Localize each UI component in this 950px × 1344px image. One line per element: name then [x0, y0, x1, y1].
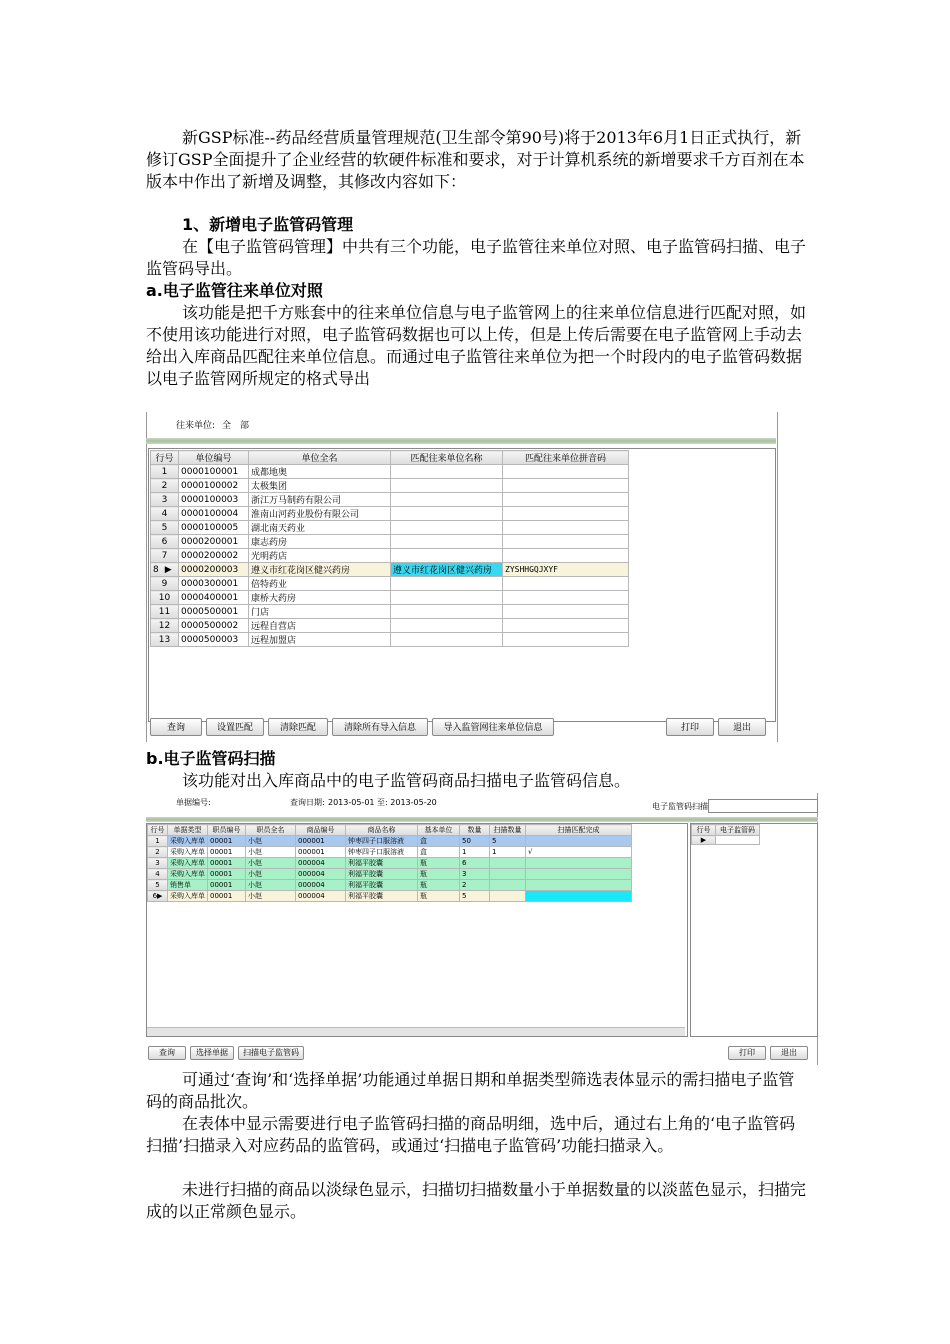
section1-body: 在【电子监管码管理】中共有三个功能，电子监管往来单位对照、电子监管码扫描、电子监管码导出。	[146, 237, 807, 278]
code-grid-header[interactable]: 电子监管码	[716, 825, 760, 836]
table-row[interactable]	[151, 591, 629, 605]
detail-qty-cell: 50	[460, 836, 490, 847]
match-pinyin-cell[interactable]	[503, 591, 629, 605]
screen2-button-2[interactable]: 扫描电子监管码	[238, 1046, 304, 1060]
match-name-cell[interactable]	[391, 493, 503, 507]
row-number-text: 5	[161, 522, 168, 533]
row-number	[148, 880, 168, 891]
unit-name-cell: 光明药店	[249, 549, 391, 563]
detail-grid-header[interactable]: 职员编号	[208, 825, 246, 836]
unit-name-cell: 远程自营店	[249, 619, 391, 633]
filter-value[interactable]: 全 部	[222, 421, 250, 431]
table-row[interactable]	[148, 836, 632, 847]
detail-pname-cell: 利福平胶囊	[346, 891, 418, 902]
paragraph-query: 可通过‘查询’和‘选择单据’功能通过单据日期和单据类型筛选表体显示的需扫描电子监管码的商品批次。	[146, 1070, 795, 1111]
row-number	[148, 858, 168, 869]
match-name-cell[interactable]	[391, 479, 503, 493]
match-name-cell[interactable]	[391, 619, 503, 633]
detail-scan-cell[interactable]	[490, 891, 526, 902]
detail-pcode-cell: 000001	[296, 847, 346, 858]
date-range[interactable]: 2013-05-01 至: 2013-05-20	[328, 798, 437, 807]
doc-no-label: 单据编号:	[176, 798, 211, 807]
screen1-window	[146, 412, 776, 742]
detail-done-cell[interactable]	[526, 880, 632, 891]
table-row[interactable]	[151, 507, 629, 521]
detail-grid-header[interactable]: 商品编号	[296, 825, 346, 836]
unit-code-cell: 0000200002	[179, 549, 249, 563]
unit-name-cell: 远程加盟店	[249, 633, 391, 647]
row-number-text: 6	[152, 892, 158, 900]
unit-name-cell: 太极集团	[249, 479, 391, 493]
table-row[interactable]	[151, 549, 629, 563]
row-number	[151, 493, 179, 507]
detail-grid-header[interactable]: 职员全名	[246, 825, 296, 836]
detail-ename-cell: 小赵	[246, 891, 296, 902]
match-name-cell[interactable]	[391, 465, 503, 479]
detail-emp-cell: 00001	[208, 847, 246, 858]
unit-code-cell: 0000400001	[179, 591, 249, 605]
table-row[interactable]	[151, 633, 629, 647]
unit-grid-header[interactable]: 匹配往来单位拼音码	[503, 451, 629, 465]
screen2-button-1[interactable]: 选择单据	[190, 1046, 234, 1060]
detail-pname-cell: 利福平胶囊	[346, 858, 418, 869]
paragraph-scan: 在表体中显示需要进行电子监管码扫描的商品明细，选中后，通过右上角的‘电子监管码扫描’扫描录入对应药品的监管码，或通过‘扫描电子监管码’功能扫描录入。	[146, 1114, 796, 1155]
match-pinyin-cell[interactable]	[503, 507, 629, 521]
row-number	[151, 549, 179, 563]
row-number	[151, 563, 179, 577]
detail-emp-cell: 00001	[208, 858, 246, 869]
unit-code-cell: 0000500002	[179, 619, 249, 633]
detail-unit-cell: 瓶	[418, 858, 460, 869]
detail-qty-cell: 3	[460, 869, 490, 880]
row-number	[148, 847, 168, 858]
horizontal-scrollbar[interactable]	[147, 1027, 685, 1036]
screen1-button-1[interactable]: 设置匹配	[206, 718, 264, 736]
match-name-cell[interactable]	[391, 591, 503, 605]
detail-scan-cell[interactable]	[490, 869, 526, 880]
code-grid-header[interactable]: 行号	[692, 825, 716, 836]
screen2-window	[146, 793, 818, 1065]
detail-emp-cell: 00001	[208, 836, 246, 847]
unit-grid-header[interactable]: 行号	[151, 451, 179, 465]
unit-name-cell: 遵义市红花岗区健兴药房	[249, 563, 391, 577]
match-pinyin-cell[interactable]	[503, 465, 629, 479]
table-row[interactable]	[151, 577, 629, 591]
match-name-cell[interactable]	[391, 521, 503, 535]
row-number-text: 1	[155, 837, 160, 845]
table-row[interactable]	[151, 535, 629, 549]
detail-unit-cell: 瓶	[418, 869, 460, 880]
match-pinyin-cell[interactable]	[503, 493, 629, 507]
detail-grid-header[interactable]: 行号	[148, 825, 168, 836]
detail-pname-cell: 利福平胶囊	[346, 880, 418, 891]
row-pointer-icon: ▶	[157, 892, 163, 900]
match-name-cell[interactable]	[391, 605, 503, 619]
match-pinyin-cell[interactable]	[503, 535, 629, 549]
unit-name-cell: 湖北南天药业	[249, 521, 391, 535]
detail-type-cell: 采购入库单	[168, 869, 208, 880]
date-label: 查询日期:	[290, 798, 325, 807]
detail-pcode-cell: 000004	[296, 880, 346, 891]
exit-button[interactable]: 退出	[718, 718, 766, 736]
scan-input[interactable]	[708, 799, 818, 813]
row-number-text: 10	[158, 592, 171, 603]
code-grid-area	[690, 823, 818, 1037]
paragraph-colors: 未进行扫描的商品以淡绿色显示，扫描切扫描数量小于单据数量的以淡蓝色显示，扫描完成的以正常颜色显示。	[146, 1180, 807, 1221]
unit-code-cell: 0000500001	[179, 605, 249, 619]
intro-paragraph: 新GSP标准--药品经营质量管理规范(卫生部令第90号)将于2013年6月1日正式执行，新修订GSP全面提升了企业经营的软硬件标准和要求，对于计算机系统的新增要求千方百剂在本版本中作出了新增及调整，其修改内容如下：	[146, 128, 805, 191]
detail-ename-cell: 小赵	[246, 869, 296, 880]
unit-code-cell: 0000100005	[179, 521, 249, 535]
row-number-text: 3	[155, 859, 160, 867]
row-number-text: 2	[155, 848, 160, 856]
detail-type-cell: 销售单	[168, 880, 208, 891]
row-number	[151, 633, 179, 647]
detail-grid-header[interactable]: 商品名称	[346, 825, 418, 836]
unit-code-cell: 0000300001	[179, 577, 249, 591]
detail-pcode-cell: 000004	[296, 858, 346, 869]
detail-ename-cell: 小赵	[246, 836, 296, 847]
detail-unit-cell: 瓶	[418, 891, 460, 902]
row-number-text: 3	[161, 494, 168, 505]
detail-emp-cell: 00001	[208, 880, 246, 891]
exit-button-2[interactable]: 退出	[770, 1046, 808, 1060]
row-number-text: 13	[158, 634, 171, 645]
match-pinyin-cell[interactable]	[503, 479, 629, 493]
print-button[interactable]: 打印	[666, 718, 714, 736]
row-number-text: 11	[158, 606, 171, 617]
table-row[interactable]	[151, 563, 629, 577]
unit-name-cell: 康桥大药房	[249, 591, 391, 605]
unit-name-cell: 倍特药业	[249, 577, 391, 591]
match-pinyin-cell[interactable]	[503, 619, 629, 633]
detail-pname-cell: 利福平胶囊	[346, 869, 418, 880]
table-row[interactable]	[148, 869, 632, 880]
table-row[interactable]	[151, 605, 629, 619]
screen1-button-2[interactable]: 清除匹配	[268, 718, 328, 736]
match-pinyin-cell[interactable]: ZYSHHGQJXYF	[503, 563, 629, 577]
b-title: b.电子监管码扫描	[146, 749, 276, 768]
match-name-cell[interactable]: 遵义市红花岗区健兴药房	[391, 563, 503, 577]
detail-scan-cell[interactable]	[490, 880, 526, 891]
detail-grid-header[interactable]: 基本单位	[418, 825, 460, 836]
match-pinyin-cell[interactable]	[503, 605, 629, 619]
detail-pname-cell: 钟枣四子口服溶液	[346, 847, 418, 858]
unit-name-cell: 康志药房	[249, 535, 391, 549]
detail-pname-cell: 钟枣四子口服溶液	[346, 836, 418, 847]
detail-pcode-cell: 000001	[296, 836, 346, 847]
match-name-cell[interactable]	[391, 549, 503, 563]
row-number	[151, 521, 179, 535]
unit-grid-header[interactable]: 单位编号	[179, 451, 249, 465]
table-row[interactable]	[148, 880, 632, 891]
match-pinyin-cell[interactable]	[503, 549, 629, 563]
row-number-text: 1	[161, 466, 168, 477]
detail-done-cell[interactable]	[526, 891, 632, 902]
code-grid	[691, 824, 760, 845]
screen2-button-0[interactable]: 查询	[148, 1046, 186, 1060]
section1-title: 1、新增电子监管码管理	[182, 215, 354, 234]
screen1-button-3[interactable]: 清除所有导入信息	[332, 718, 428, 736]
row-number	[151, 479, 179, 493]
detail-done-cell[interactable]	[526, 836, 632, 847]
screen1-button-4[interactable]: 导入监管网往来单位信息	[432, 718, 554, 736]
detail-ename-cell: 小赵	[246, 847, 296, 858]
detail-qty-cell: 5	[460, 891, 490, 902]
match-name-cell[interactable]	[391, 507, 503, 521]
row-number	[148, 869, 168, 880]
unit-name-cell: 浙江万马制药有限公司	[249, 493, 391, 507]
match-name-cell[interactable]	[391, 535, 503, 549]
row-number-text: 7	[161, 550, 168, 561]
detail-type-cell: 采购入库单	[168, 891, 208, 902]
detail-pcode-cell: 000004	[296, 891, 346, 902]
row-number-text: 4	[155, 870, 160, 878]
detail-qty-cell: 6	[460, 858, 490, 869]
detail-grid-header[interactable]: 扫描匹配完成	[526, 825, 632, 836]
unit-code-cell: 0000200001	[179, 535, 249, 549]
unit-grid-header[interactable]: 单位全名	[249, 451, 391, 465]
row-number-text: 4	[161, 508, 168, 519]
detail-grid-header[interactable]: 数量	[460, 825, 490, 836]
detail-grid	[147, 824, 632, 902]
match-pinyin-cell[interactable]	[503, 577, 629, 591]
detail-scan-cell[interactable]	[490, 858, 526, 869]
a-title: a.电子监管往来单位对照	[146, 281, 323, 300]
match-name-cell[interactable]	[391, 633, 503, 647]
detail-unit-cell: 盒	[418, 847, 460, 858]
detail-unit-cell: 瓶	[418, 880, 460, 891]
match-pinyin-cell[interactable]	[503, 521, 629, 535]
scan-label: 电子监管码扫描	[652, 802, 708, 811]
code-row-indicator: ▶	[692, 836, 716, 845]
row-number	[148, 836, 168, 847]
row-number	[151, 591, 179, 605]
detail-qty-cell: 1	[460, 847, 490, 858]
detail-ename-cell: 小赵	[246, 880, 296, 891]
row-number	[151, 605, 179, 619]
detail-emp-cell: 00001	[208, 869, 246, 880]
a-body: 该功能是把千方账套中的往来单位信息与电子监管网上的往来单位信息进行匹配对照，如不使用该功能进行对照，电子监管码数据也可以上传，但是上传后需要在电子监管网上手动去给出入库商品匹配往来单位信息。而通过电子监管往来单位为把一个时段内的电子监管码数据以电子监管网所规定的格式导出	[146, 303, 807, 388]
detail-done-cell[interactable]: √	[526, 847, 632, 858]
detail-qty-cell: 2	[460, 880, 490, 891]
detail-grid-header[interactable]: 扫描数量	[490, 825, 526, 836]
unit-name-cell: 门店	[249, 605, 391, 619]
unit-grid-header[interactable]: 匹配往来单位名称	[391, 451, 503, 465]
unit-code-cell: 0000100003	[179, 493, 249, 507]
match-name-cell[interactable]	[391, 577, 503, 591]
filter-label: 往来单位:	[176, 421, 216, 431]
row-pointer-icon: ▶	[164, 564, 172, 575]
table-row[interactable]	[151, 521, 629, 535]
row-number-text: 5	[155, 881, 160, 889]
match-pinyin-cell[interactable]	[503, 633, 629, 647]
unit-name-cell: 淮南山河药业股份有限公司	[249, 507, 391, 521]
print-button-2[interactable]: 打印	[728, 1046, 766, 1060]
detail-scan-cell[interactable]: 1	[490, 847, 526, 858]
detail-scan-cell[interactable]: 5	[490, 836, 526, 847]
table-row[interactable]	[148, 858, 632, 869]
detail-done-cell[interactable]	[526, 869, 632, 880]
detail-ename-cell: 小赵	[246, 858, 296, 869]
row-number-text: 9	[161, 578, 168, 589]
row-number	[151, 465, 179, 479]
unit-code-cell: 0000500003	[179, 633, 249, 647]
detail-grid-header[interactable]: 单据类型	[168, 825, 208, 836]
unit-grid	[150, 450, 629, 647]
row-number	[151, 507, 179, 521]
b-body: 该功能对出入库商品中的电子监管码商品扫描电子监管码信息。	[182, 771, 631, 790]
detail-done-cell[interactable]	[526, 858, 632, 869]
unit-code-cell: 0000100002	[179, 479, 249, 493]
table-row[interactable]	[151, 479, 629, 493]
row-number	[151, 577, 179, 591]
screen1-button-0[interactable]: 查询	[150, 718, 202, 736]
unit-name-cell: 成都地奥	[249, 465, 391, 479]
splitter-bar[interactable]	[146, 438, 776, 444]
detail-emp-cell: 00001	[208, 891, 246, 902]
detail-type-cell: 采购入库单	[168, 836, 208, 847]
code-cell[interactable]	[716, 836, 760, 845]
row-number	[151, 619, 179, 633]
unit-code-cell: 0000100004	[179, 507, 249, 521]
table-row[interactable]	[151, 465, 629, 479]
row-number-text: 12	[158, 620, 171, 631]
unit-code-cell: 0000100001	[179, 465, 249, 479]
splitter-bar-2[interactable]	[146, 817, 818, 822]
row-number-text: 2	[161, 480, 168, 491]
table-row[interactable]	[151, 493, 629, 507]
unit-code-cell: 0000200003	[179, 563, 249, 577]
row-number	[151, 535, 179, 549]
row-number-text: 6	[161, 536, 168, 547]
detail-type-cell: 采购入库单	[168, 847, 208, 858]
table-row[interactable]	[151, 619, 629, 633]
table-row[interactable]	[148, 891, 632, 902]
table-row[interactable]	[148, 847, 632, 858]
detail-unit-cell: 盒	[418, 836, 460, 847]
row-number-text: 8	[153, 564, 159, 575]
row-number	[148, 891, 168, 902]
detail-type-cell: 采购入库单	[168, 858, 208, 869]
detail-pcode-cell: 000004	[296, 869, 346, 880]
